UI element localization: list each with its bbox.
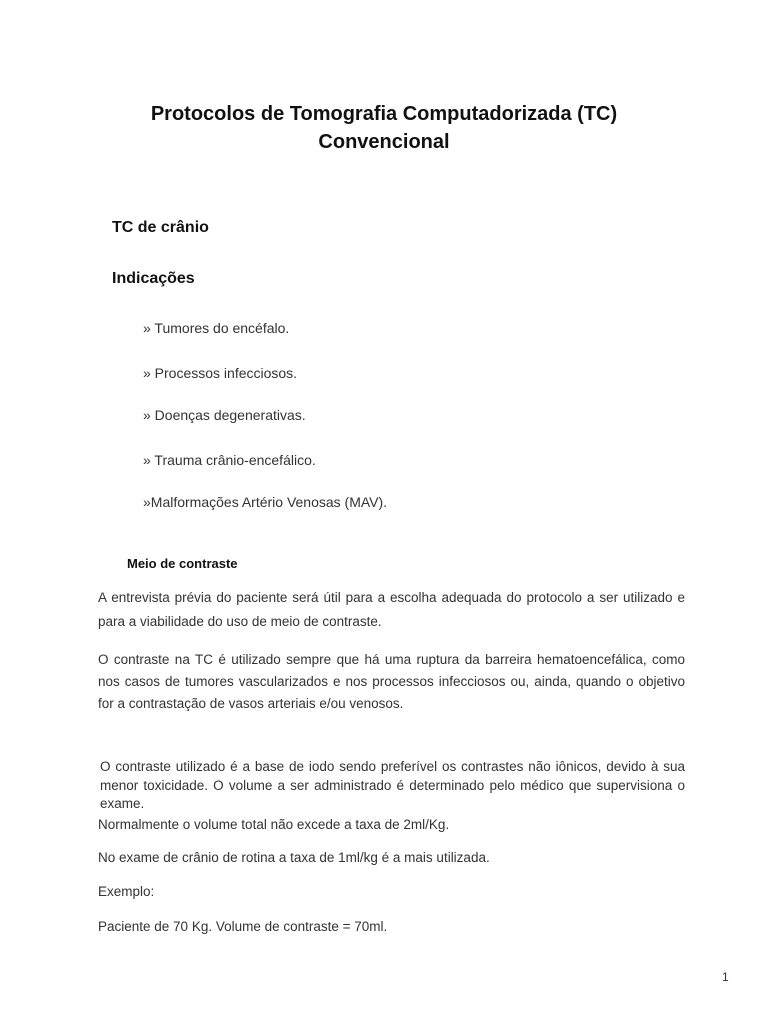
- section-heading-tc-cranio: TC de crânio: [112, 219, 209, 236]
- indication-item: » Processos infecciosos.: [143, 365, 298, 381]
- title-line-2: Convencional: [318, 131, 450, 153]
- text-line-volume-limit: Normalmente o volume total não excede a taxa de 2ml/Kg.: [98, 817, 450, 832]
- paragraph-iodine-contrast: O contraste utilizado é a base de iodo sendo preferível os contrastes não iônicos, devido à sua menor toxicidade. O volume a ser administrado é determinado pelo médico que supervisiona o exame.: [100, 759, 685, 811]
- page-number: 1: [722, 970, 729, 984]
- text-line-example-label: Exemplo:: [98, 884, 155, 899]
- indication-item: » Tumores do encéfalo.: [143, 320, 290, 336]
- text-line-routine-rate: No exame de crânio de rotina a taxa de 1ml/kg é a mais utilizada.: [98, 850, 490, 865]
- indication-item: »Malformações Artério Venosas (MAV).: [143, 494, 388, 510]
- paragraph-contrast-use: O contraste na TC é utilizado sempre que há uma ruptura da barreira hematoencefálica, como nos casos de tumores vascularizados e nos processos infecciosos ou, ainda, quando o objetivo for a contrastação de vasos arteriais e/ou venosos.: [98, 652, 685, 711]
- indication-item: » Trauma crânio-encefálico.: [143, 452, 316, 468]
- contrast-heading: Meio de contraste: [127, 556, 238, 571]
- title-line-1: Protocolos de Tomografia Computadorizada (TC): [150, 103, 618, 125]
- document-title: [84, 100, 684, 156]
- paragraph-interview: A entrevista prévia do paciente será útil para a escolha adequada do protocolo a ser utilizado e para a viabilidade do uso de meio de contraste.: [98, 590, 685, 629]
- indication-item: » Doenças degenerativas.: [143, 407, 306, 423]
- text-line-example: Paciente de 70 Kg. Volume de contraste = 70ml.: [98, 919, 388, 934]
- indications-heading: Indicações: [112, 270, 195, 287]
